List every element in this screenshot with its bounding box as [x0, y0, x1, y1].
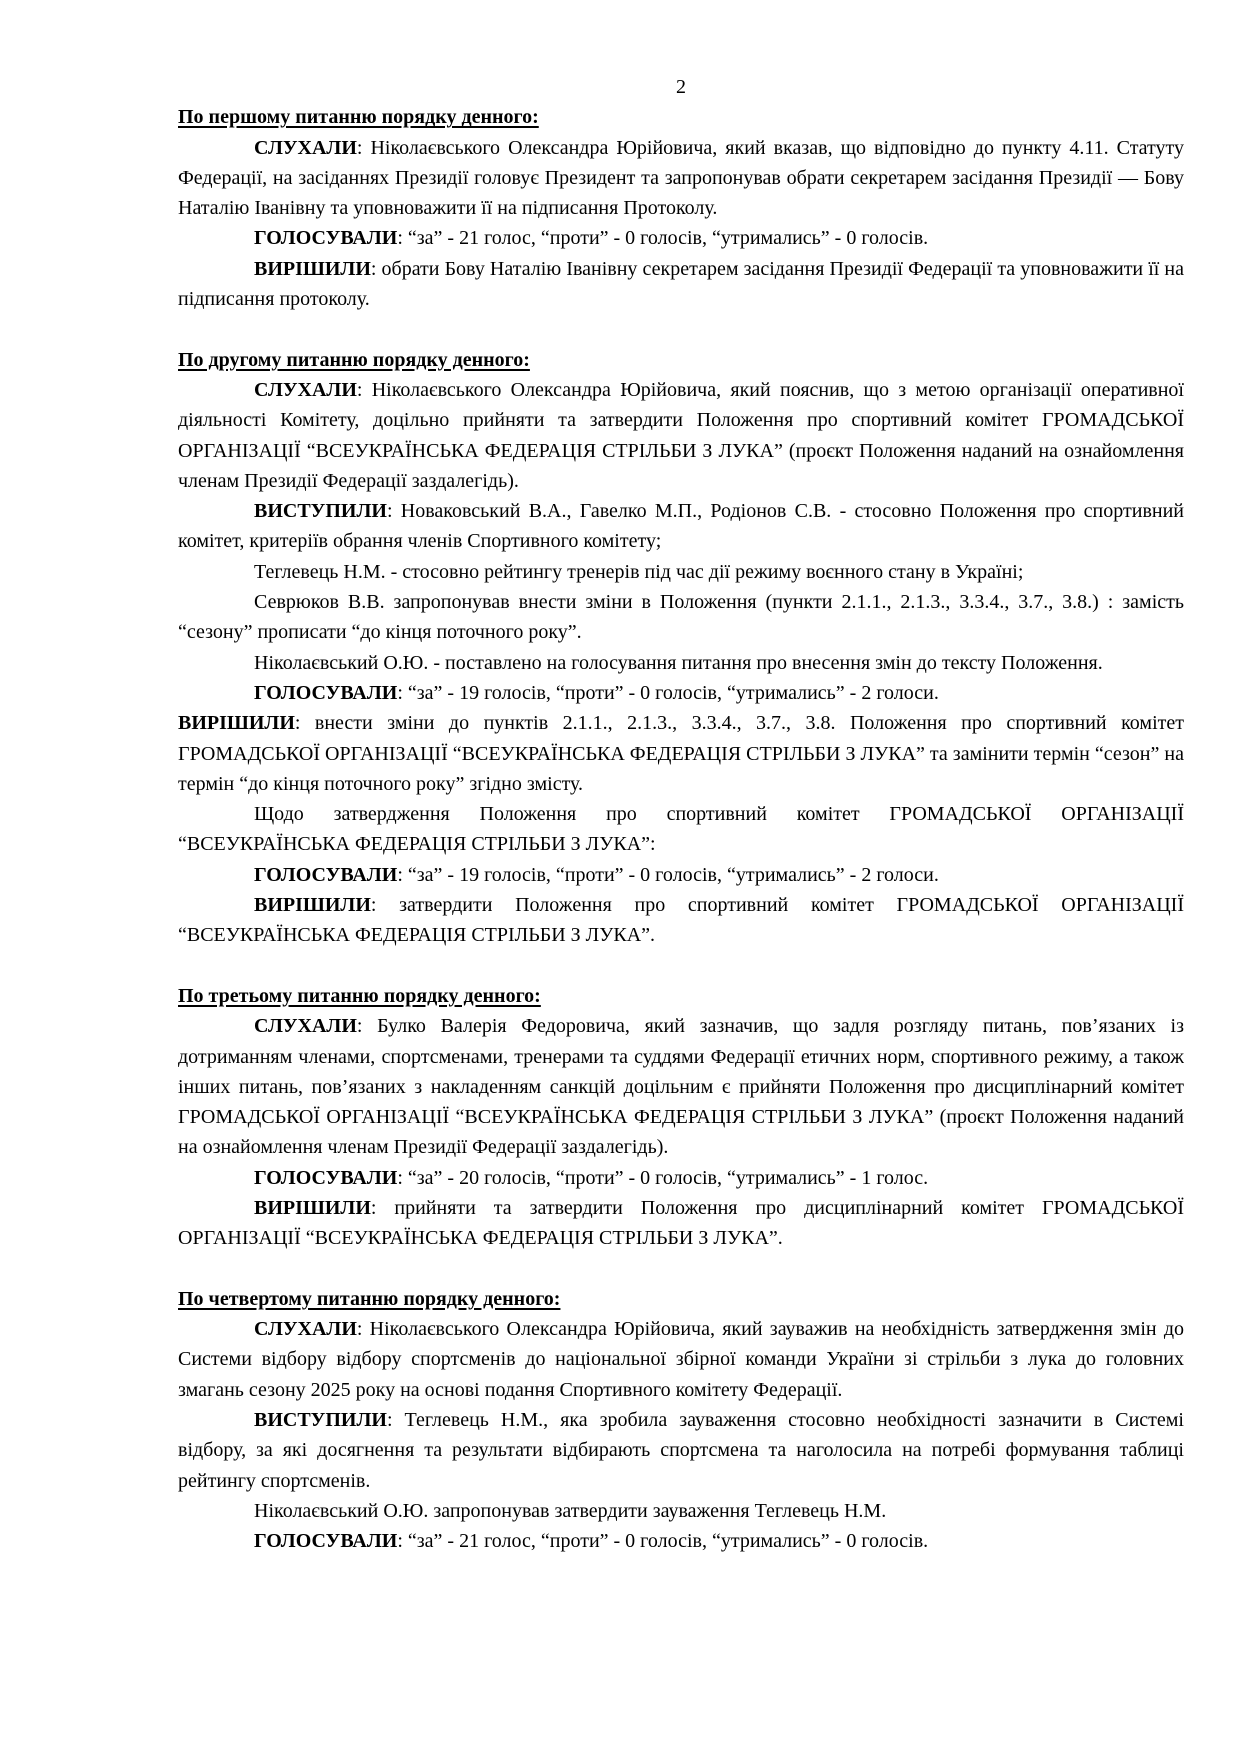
section-1 [178, 102, 1184, 314]
paragraph [178, 708, 1184, 799]
paragraph [178, 648, 1184, 678]
document-page [178, 72, 1184, 1557]
paragraph-text: Ніколаєвський О.Ю. - поставлено на голосування питання про внесення змін до тексту Положення. [254, 651, 1103, 674]
paragraph [178, 557, 1184, 587]
spacer [178, 314, 1184, 344]
section-2 [178, 345, 1184, 951]
keyword: СЛУХАЛИ [254, 1015, 357, 1038]
paragraph [178, 496, 1184, 557]
paragraph [178, 223, 1184, 253]
paragraph-text: : Ніколаєвського Олександра Юрійовича, який пояснив, що з метою організації оперативної діяльності Комітету, доцільно прийняти та затвердити Положення про спортивний комітет ГРОМАДСЬКОЇ ОРГАНІЗАЦІЇ “ВСЕУКРАЇНСЬКА ФЕДЕРАЦІЯ СТРІЛЬБИ З ЛУКА” (проєкт Положення наданий на ознайомлення членам Президії Федерації заздалегідь). [178, 378, 1184, 492]
section-3 [178, 981, 1184, 1254]
paragraph-text: : Новаковський В.А., Гавелко М.П., Родіонов С.В. - стосовно Положення про спортивний комітет, критеріїв обрання членів Спортивного комітету; [178, 500, 1184, 553]
paragraph-text: : обрати Бову Наталію Іванівну секретарем засідання Президії Федерації та уповноважити її на підписання протоколу. [178, 257, 1184, 311]
paragraph [178, 1011, 1184, 1162]
keyword: ВИРІШИЛИ [254, 894, 371, 917]
paragraph-text: : Ніколаєвського Олександра Юрійовича, який вказав, що відповідно до пункту 4.11. Статуту Федерації, на засіданнях Президії головує Президент та запропонував обрати секретарем засідання Президії — Бову Наталію Іванівну та уповноважити її на підписання Протоколу. [178, 136, 1184, 220]
paragraph [178, 587, 1184, 648]
paragraph-text: Ніколаєвський О.Ю. запропонував затвердити зауваження Теглевець Н.М. [254, 1499, 887, 1522]
paragraph-text: : “за” - 20 голосів, “проти” - 0 голосів, “утримались” - 1 голос. [397, 1166, 929, 1189]
keyword: ВИРІШИЛИ [254, 1196, 371, 1219]
paragraph-text: : внести зміни до пунктів 2.1.1., 2.1.3., 3.3.4., 3.7., 3.8. Положення про спортивний комітет ГРОМАДСЬКОЇ ОРГАНІЗАЦІЇ “ВСЕУКРАЇНСЬКА ФЕДЕРАЦІЯ СТРІЛЬБИ З ЛУКА” та замінити термін “сезон” на термін “до кінця поточного року” згідно змісту. [178, 712, 1184, 795]
keyword: ВИСТУПИЛИ [254, 1409, 387, 1432]
paragraph-text: : “за” - 21 голос, “проти” - 0 голосів, “утримались” - 0 голосів. [397, 1530, 929, 1553]
paragraph [178, 1163, 1184, 1193]
spacer [178, 1254, 1184, 1284]
paragraph-text: : “за” - 21 голос, “проти” - 0 голосів, “утримались” - 0 голосів. [397, 227, 929, 250]
keyword: ГОЛОСУВАЛИ [254, 1166, 398, 1189]
paragraph-text: : прийняти та затвердити Положення про дисциплінарний комітет ГРОМАДСЬКОЇ ОРГАНІЗАЦІЇ “ВСЕУКРАЇНСЬКА ФЕДЕРАЦІЯ СТРІЛЬБИ З ЛУКА”. [178, 1196, 1184, 1250]
keyword: ВИСТУПИЛИ [254, 500, 387, 523]
paragraph [178, 133, 1184, 224]
section-title: По третьому питанню порядку денного: [178, 984, 541, 1007]
paragraph-text: Щодо затвердження Положення про спортивний комітет ГРОМАДСЬКОЇ ОРГАНІЗАЦІЇ “ВСЕУКРАЇНСЬКА ФЕДЕРАЦІЯ СТРІЛЬБИ З ЛУКА”: [178, 803, 1184, 856]
section-title: По другому питанню порядку денного: [178, 348, 530, 371]
paragraph [178, 1314, 1184, 1405]
keyword: ГОЛОСУВАЛИ [254, 227, 398, 250]
keyword: ГОЛОСУВАЛИ [254, 1530, 398, 1553]
paragraph-text: Теглевець Н.М. - стосовно рейтингу тренерів під час дії режиму воєнного стану в Україні; [254, 560, 1024, 583]
keyword: СЛУХАЛИ [254, 136, 357, 159]
paragraph-text: : “за” - 19 голосів, “проти” - 0 голосів, “утримались” - 2 голоси. [397, 681, 939, 704]
paragraph [178, 860, 1184, 890]
paragraph [178, 1193, 1184, 1254]
paragraph [178, 678, 1184, 708]
paragraph-text: : Ніколаєвського Олександра Юрійовича, який зауважив на необхідність затвердження змін до Системи відбору відбору спортсменів до національної збірної команди України зі стрільби з лука до головних змагань сезону 2025 року на основі подання Спортивного комітету Федерації. [178, 1318, 1184, 1401]
paragraph [178, 375, 1184, 496]
keyword: ГОЛОСУВАЛИ [254, 863, 398, 886]
spacer [178, 951, 1184, 981]
paragraph [178, 254, 1184, 315]
keyword: СЛУХАЛИ [254, 378, 357, 401]
paragraph-text: : “за” - 19 голосів, “проти” - 0 голосів, “утримались” - 2 голоси. [397, 863, 939, 886]
paragraph-text: : Теглевець Н.М., яка зробила зауваження стосовно необхідності зазначити в Системі відбору, за які досягнення та результати відбирають спортсмена та наголосила на потребі формування таблиці рейтингу спортсменів. [178, 1409, 1184, 1492]
paragraph-text: : затвердити Положення про спортивний комітет ГРОМАДСЬКОЇ ОРГАНІЗАЦІЇ “ВСЕУКРАЇНСЬКА ФЕДЕРАЦІЯ СТРІЛЬБИ З ЛУКА”. [178, 894, 1184, 947]
paragraph [178, 1526, 1184, 1556]
page-number: 2 [676, 76, 686, 98]
keyword: ГОЛОСУВАЛИ [254, 681, 398, 704]
section-title: По першому питанню порядку денного: [178, 106, 539, 129]
paragraph [178, 1496, 1184, 1526]
paragraph [178, 890, 1184, 951]
paragraph-text: : Булко Валерія Федоровича, який зазначив, що задля розгляду питань, пов’язаних із дотриманням членами, спортсменами, тренерами та суддями Федерації етичних норм, спортивного режиму, а також інших питань, пов’язаних з накладенням санкцій доцільним є прийняти Положення про дисциплінарний комітет ГРОМАДСЬКОЇ ОРГАНІЗАЦІЇ “ВСЕУКРАЇНСЬКА ФЕДЕРАЦІЯ СТРІЛЬБИ З ЛУКА” (проєкт Положення наданий на ознайомлення членам Президії Федерації заздалегідь). [178, 1015, 1184, 1159]
paragraph [178, 1405, 1184, 1496]
keyword: СЛУХАЛИ [254, 1318, 357, 1341]
keyword: ВИРІШИЛИ [178, 712, 295, 735]
paragraph [178, 799, 1184, 860]
section-4 [178, 1284, 1184, 1557]
keyword: ВИРІШИЛИ [254, 257, 371, 280]
section-title: По четвертому питанню порядку денного: [178, 1287, 561, 1310]
paragraph-text: Севрюков В.В. запропонував внести зміни в Положення (пункти 2.1.1., 2.1.3., 3.3.4., 3.7., 3.8.) : замість “сезону” прописати “до кінця поточного року”. [178, 591, 1184, 644]
